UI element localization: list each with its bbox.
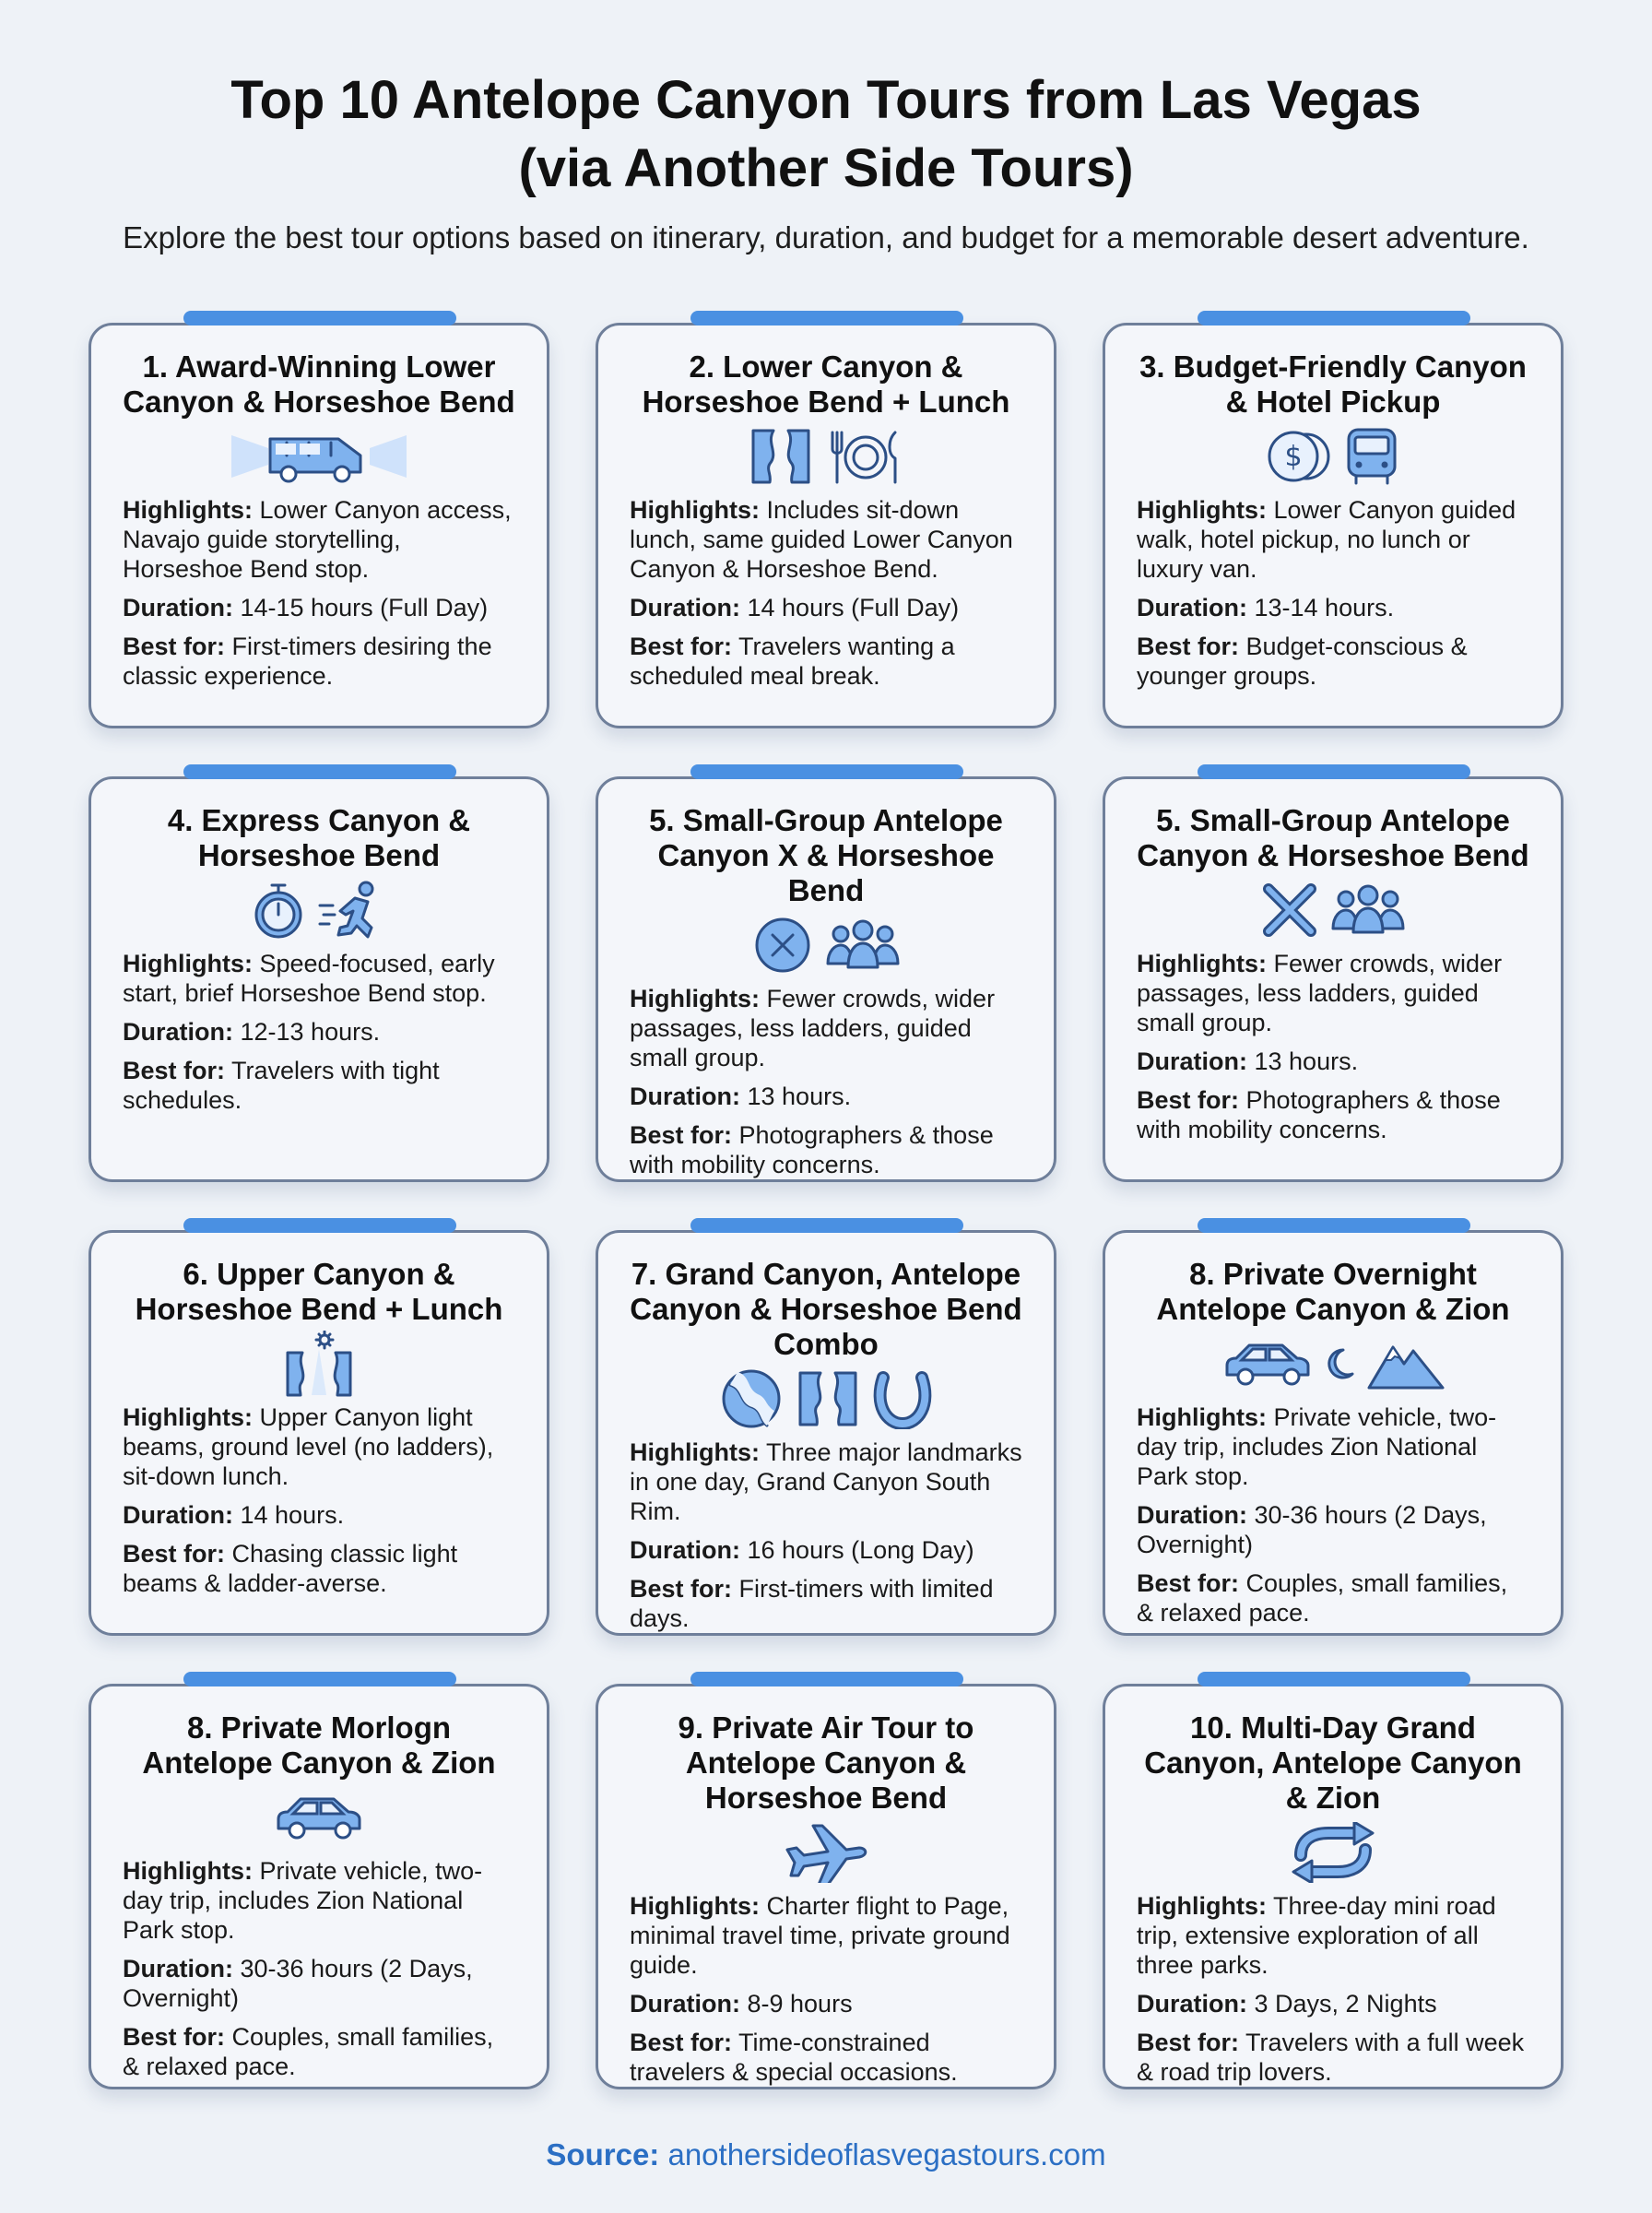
card-icons	[630, 910, 1022, 980]
best-for-label: Best for:	[630, 633, 733, 660]
card-title: 10. Multi-Day Grand Canyon, Antelope Canyon & Zion	[1144, 1710, 1522, 1815]
card-highlights	[1137, 495, 1529, 584]
duration-value: 13 hours.	[1254, 1047, 1359, 1075]
tour-card[interactable]	[88, 323, 549, 728]
card-title: 2. Lower Canyon & Horseshoe Bend + Lunch	[642, 349, 1010, 419]
highlights-value: Fewer crowds, wider passages, less ladders, guided small group.	[630, 985, 996, 1071]
card-tab-accent	[183, 1672, 456, 1686]
card-icons	[1137, 1329, 1529, 1399]
highlights-value: Private vehicle, two-day trip, includes Zion National Park stop.	[1137, 1403, 1497, 1490]
van-icon	[231, 424, 407, 489]
duration-value: 14-15 hours (Full Day)	[240, 594, 489, 621]
duration-value: 16 hours (Long Day)	[747, 1536, 974, 1564]
card-icons	[1137, 875, 1529, 945]
best-for-value: Travelers with tight schedules.	[123, 1057, 440, 1114]
best-for-value: Photographers & those with mobility concerns.	[1137, 1086, 1501, 1143]
best-for-label: Best for:	[630, 1575, 733, 1603]
card-duration	[1137, 1500, 1529, 1559]
best-for-label: Best for:	[1137, 633, 1240, 660]
best-for-label: Best for:	[1137, 1086, 1240, 1114]
highlights-value: Three major landmarks in one day, Grand Canyon South Rim.	[630, 1438, 1022, 1525]
best-for-label: Best for:	[630, 2029, 733, 2056]
highlights-label: Highlights:	[1137, 1892, 1267, 1920]
car-icon	[1221, 1338, 1314, 1390]
card-title: 7. Grand Canyon, Antelope Canyon & Horseshoe Bend Combo	[630, 1257, 1022, 1361]
card-best-for	[123, 632, 515, 691]
x-mark-icon	[1261, 882, 1318, 939]
card-best-for	[1137, 1568, 1529, 1627]
horseshoe-icon	[872, 1368, 933, 1429]
bus-icon	[1343, 426, 1400, 487]
card-tab-accent	[690, 311, 963, 325]
source-line	[0, 2137, 1652, 2172]
card-icons	[123, 421, 515, 491]
airplane-icon	[782, 1822, 870, 1883]
card-duration	[123, 1017, 515, 1047]
card-title: 5. Small-Group Antelope Canyon X & Horseshoe Bend	[649, 803, 1003, 907]
card-tab-accent	[183, 311, 456, 325]
duration-value: 3 Days, 2 Nights	[1254, 1990, 1437, 2018]
card-best-for	[123, 2022, 515, 2081]
duration-label: Duration:	[1137, 1990, 1247, 2018]
best-for-label: Best for:	[123, 633, 226, 660]
duration-label: Duration:	[630, 1990, 740, 2018]
card-best-for	[123, 1056, 515, 1115]
duration-value: 13 hours.	[747, 1083, 852, 1110]
card-title: 1. Award-Winning Lower Canyon & Horseshoe Bend	[123, 349, 515, 419]
canyon-icon	[749, 427, 812, 486]
runner-icon	[318, 880, 386, 941]
duration-label: Duration:	[123, 594, 233, 621]
card-tab-accent	[690, 1218, 963, 1233]
card-highlights	[123, 495, 515, 584]
card-icons	[1137, 1817, 1529, 1888]
tour-card-grid	[88, 323, 1564, 2089]
source-label: Source:	[546, 2137, 660, 2172]
highlights-value: Three-day mini road trip, extensive exploration of all three parks.	[1137, 1892, 1496, 1979]
tour-card[interactable]	[1103, 776, 1564, 1182]
card-duration	[123, 1954, 515, 2013]
card-highlights	[630, 1891, 1022, 1980]
card-title: 9. Private Air Tour to Antelope Canyon & Horseshoe Bend	[678, 1710, 974, 1815]
moon-icon	[1327, 1348, 1354, 1379]
card-best-for	[1137, 632, 1529, 691]
card-tab-accent	[1198, 1218, 1470, 1233]
duration-value: 30-36 hours (2 Days, Overnight)	[1137, 1501, 1487, 1558]
highlights-value: Fewer crowds, wider passages, less ladders, guided small group.	[1137, 950, 1503, 1036]
card-best-for	[630, 1120, 1022, 1179]
tour-card[interactable]	[596, 1230, 1056, 1636]
best-for-value: First-timers desiring the classic experience.	[123, 633, 492, 690]
highlights-value: Charter flight to Page, minimal travel time, private ground guide.	[630, 1892, 1010, 1979]
card-highlights	[1137, 1402, 1529, 1491]
duration-label: Duration:	[1137, 1047, 1247, 1075]
stopwatch-icon	[252, 880, 305, 941]
highlights-label: Highlights:	[630, 1892, 760, 1920]
card-title: 8. Private Morlogn Antelope Canyon & Zion	[142, 1710, 496, 1780]
title-line-1: Top 10 Antelope Canyon Tours from Las Vegas	[230, 70, 1422, 130]
card-highlights	[1137, 1891, 1529, 1980]
grand-canyon-icon	[719, 1367, 784, 1431]
card-icons	[123, 1782, 515, 1852]
tour-card[interactable]	[596, 1684, 1056, 2089]
card-icons	[123, 875, 515, 945]
group-icon	[1331, 882, 1405, 938]
card-icons	[630, 1364, 1022, 1434]
card-title: 6. Upper Canyon & Horseshoe Bend + Lunch	[135, 1257, 503, 1326]
card-tab-accent	[690, 764, 963, 779]
page-subtitle: Explore the best tour options based on itinerary, duration, and budget for a memorable desert adventure.	[123, 220, 1529, 254]
duration-label: Duration:	[123, 1018, 233, 1046]
card-highlights	[123, 949, 515, 1008]
card-duration	[1137, 1047, 1529, 1076]
duration-label: Duration:	[1137, 1501, 1247, 1529]
svg-text:$: $	[1284, 441, 1303, 473]
card-highlights	[630, 495, 1022, 584]
duration-label: Duration:	[123, 1955, 233, 1982]
card-duration	[123, 593, 515, 622]
best-for-label: Best for:	[630, 1121, 733, 1149]
card-best-for	[1137, 1085, 1529, 1144]
duration-label: Duration:	[630, 594, 740, 621]
card-highlights	[1137, 949, 1529, 1037]
card-highlights	[123, 1856, 515, 1945]
highlights-value: Lower Canyon access, Navajo guide storytelling, Horseshoe Bend stop.	[123, 496, 512, 583]
page-title	[0, 66, 1652, 203]
card-duration	[630, 1989, 1022, 2018]
best-for-value: Photographers & those with mobility concerns.	[630, 1121, 994, 1178]
best-for-value: Travelers with a full week & road trip lovers.	[1137, 2029, 1525, 2086]
card-icons	[123, 1329, 515, 1399]
highlights-label: Highlights:	[123, 1857, 253, 1885]
best-for-value: Travelers wanting a scheduled meal break.	[630, 633, 955, 690]
source-url[interactable]: anothersideoflasvegastours.com	[667, 2137, 1106, 2172]
card-title: 8. Private Overnight Antelope Canyon & Zion	[1156, 1257, 1510, 1326]
card-duration	[630, 593, 1022, 622]
highlights-label: Highlights:	[123, 950, 253, 977]
highlights-value: Private vehicle, two-day trip, includes Zion National Park stop.	[123, 1857, 483, 1944]
coins-icon	[1266, 427, 1330, 486]
duration-value: 13-14 hours.	[1254, 594, 1395, 621]
card-icons	[630, 1817, 1022, 1888]
best-for-label: Best for:	[123, 1057, 226, 1084]
best-for-value: Chasing classic light beams & ladder-averse.	[123, 1540, 458, 1597]
title-line-2: (via Another Side Tours)	[518, 138, 1134, 198]
group-icon	[826, 917, 900, 973]
tour-card[interactable]	[596, 776, 1056, 1182]
duration-label: Duration:	[1137, 594, 1247, 621]
duration-label: Duration:	[630, 1536, 740, 1564]
card-tab-accent	[183, 764, 456, 779]
card-duration	[630, 1535, 1022, 1565]
card-icons	[630, 421, 1022, 491]
card-best-for	[630, 1574, 1022, 1633]
card-title: 4. Express Canyon & Horseshoe Bend	[167, 803, 471, 872]
card-highlights	[123, 1402, 515, 1491]
tour-card[interactable]	[88, 1230, 549, 1636]
highlights-label: Highlights:	[123, 1403, 253, 1431]
tour-card[interactable]	[1103, 1684, 1564, 2089]
card-tab-accent	[1198, 1672, 1470, 1686]
card-tab-accent	[1198, 311, 1470, 325]
highlights-label: Highlights:	[630, 985, 760, 1012]
canyon-icon	[796, 1369, 859, 1428]
card-tab-accent	[690, 1672, 963, 1686]
card-title: 5. Small-Group Antelope Canyon & Horseshoe Bend	[1137, 803, 1529, 872]
duration-label: Duration:	[630, 1083, 740, 1110]
highlights-value: Lower Canyon guided walk, hotel pickup, no lunch or luxury van.	[1137, 496, 1516, 583]
loop-arrows-icon	[1282, 1822, 1384, 1883]
card-highlights	[630, 1438, 1022, 1526]
tour-card[interactable]	[1103, 323, 1564, 728]
x-circle-icon	[752, 915, 813, 976]
duration-value: 14 hours (Full Day)	[747, 594, 960, 621]
card-duration	[630, 1082, 1022, 1111]
best-for-value: Couples, small families, & relaxed pace.	[1137, 1569, 1508, 1627]
duration-value: 12-13 hours.	[240, 1018, 381, 1046]
best-for-value: Couples, small families, & relaxed pace.	[123, 2023, 494, 2080]
tour-card[interactable]	[1103, 1230, 1564, 1636]
best-for-value: Time-constrained travelers & special occasions.	[630, 2029, 958, 2086]
card-best-for	[630, 632, 1022, 691]
duration-value: 30-36 hours (2 Days, Overnight)	[123, 1955, 473, 2012]
highlights-label: Highlights:	[630, 1438, 760, 1466]
highlights-label: Highlights:	[1137, 1403, 1267, 1431]
fork-plate-knife-icon	[825, 427, 903, 486]
tour-card[interactable]	[596, 323, 1056, 728]
highlights-label: Highlights:	[630, 496, 760, 524]
highlights-label: Highlights:	[123, 496, 253, 524]
card-icons	[1137, 421, 1529, 491]
highlights-label: Highlights:	[1137, 496, 1267, 524]
canyon-light-beam-icon	[282, 1331, 356, 1397]
best-for-label: Best for:	[1137, 2029, 1240, 2056]
duration-label: Duration:	[123, 1501, 233, 1529]
best-for-label: Best for:	[1137, 1569, 1240, 1597]
best-for-label: Best for:	[123, 1540, 226, 1568]
card-best-for	[1137, 2028, 1529, 2087]
best-for-value: Budget-conscious & younger groups.	[1137, 633, 1468, 690]
card-title: 3. Budget-Friendly Canyon & Hotel Pickup	[1139, 349, 1527, 419]
car-icon	[273, 1792, 365, 1843]
card-highlights	[630, 984, 1022, 1072]
duration-value: 8-9 hours	[747, 1990, 853, 2018]
highlights-value: Includes sit-down lunch, same guided Lower Canyon Canyon & Horseshoe Bend.	[630, 496, 1013, 583]
card-duration	[123, 1500, 515, 1530]
duration-value: 14 hours.	[240, 1501, 345, 1529]
card-tab-accent	[1198, 764, 1470, 779]
card-best-for	[630, 2028, 1022, 2087]
best-for-value: First-timers with limited days.	[630, 1575, 994, 1632]
highlights-value: Speed-focused, early start, brief Horseshoe Bend stop.	[123, 950, 495, 1007]
card-duration	[1137, 593, 1529, 622]
tour-card[interactable]	[88, 1684, 549, 2089]
card-best-for	[123, 1539, 515, 1598]
tour-card[interactable]	[88, 776, 549, 1182]
highlights-value: Upper Canyon light beams, ground level (no ladders), sit-down lunch.	[123, 1403, 494, 1490]
card-tab-accent	[183, 1218, 456, 1233]
highlights-label: Highlights:	[1137, 950, 1267, 977]
mountain-icon	[1367, 1336, 1445, 1391]
best-for-label: Best for:	[123, 2023, 226, 2051]
card-duration	[1137, 1989, 1529, 2018]
